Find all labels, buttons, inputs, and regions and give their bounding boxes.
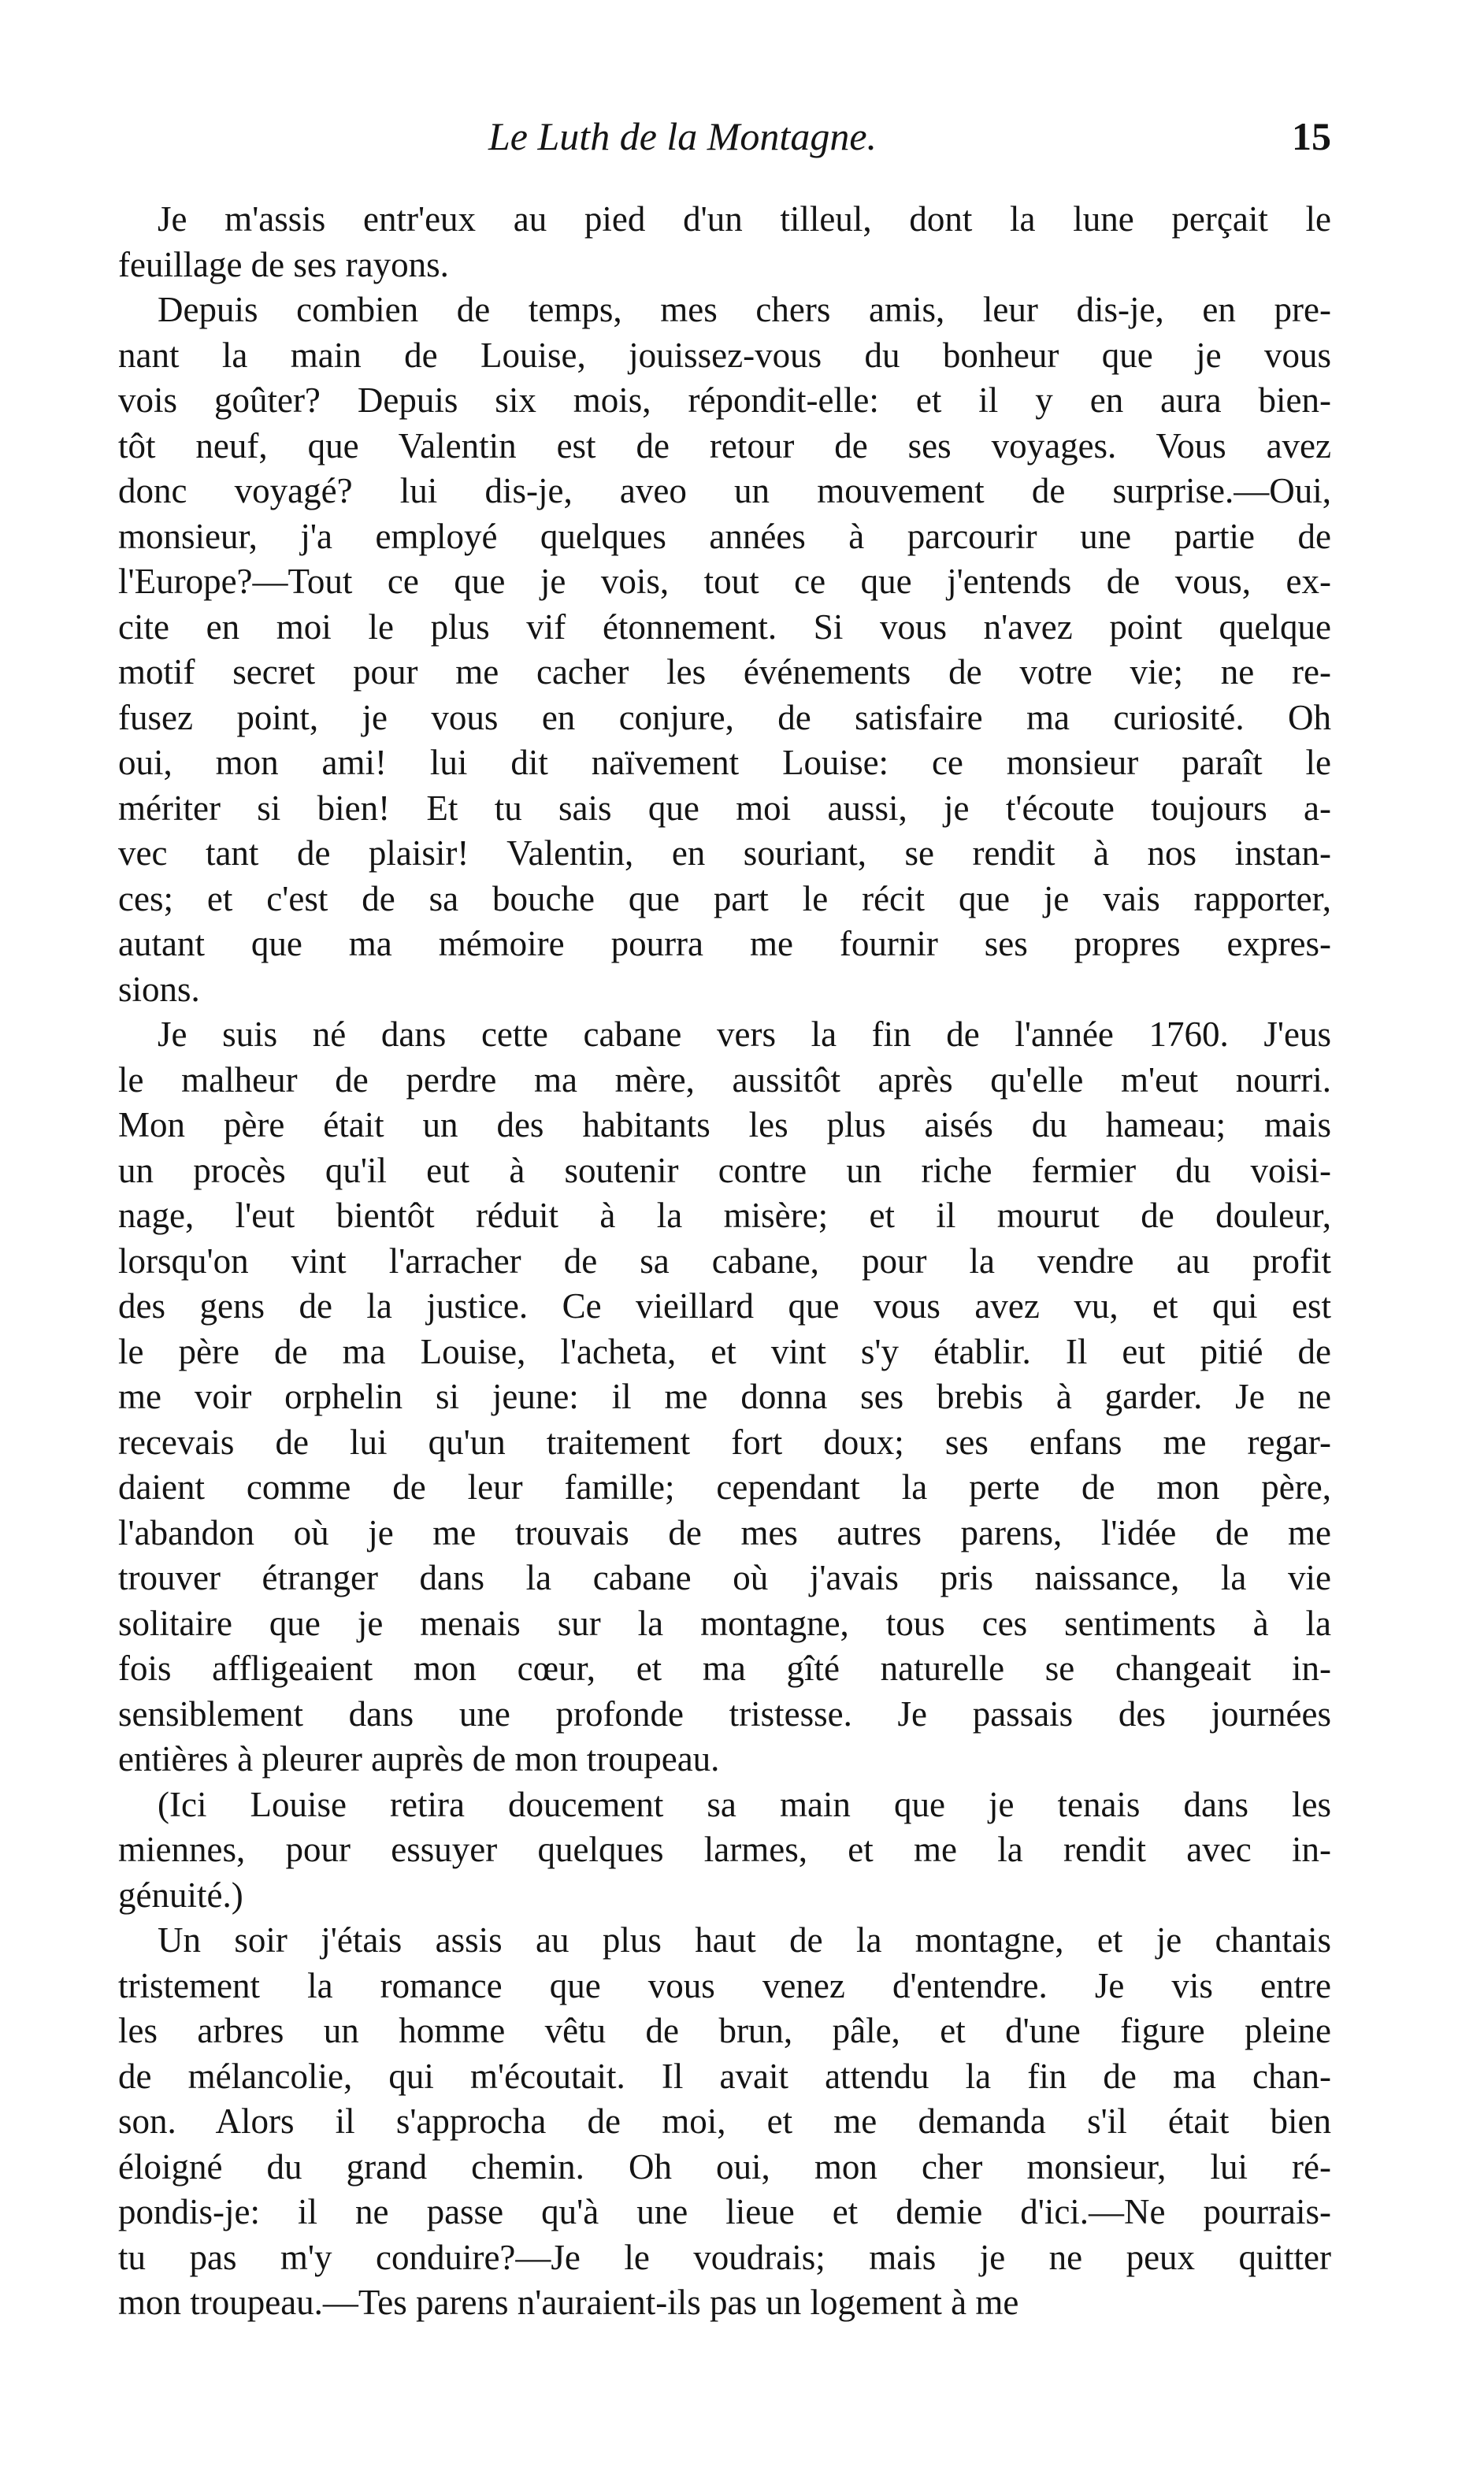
- text-line: de mélancolie, qui m'écoutait. Il avait attendu la fin de ma chan-: [118, 2056, 1331, 2096]
- text-line: des gens de la justice. Ce vieillard que vous avez vu, et qui est: [118, 1286, 1331, 1326]
- text-line: me voir orphelin si jeune: il me donna ses brebis à garder. Je ne: [118, 1377, 1331, 1416]
- text-line: oui, mon ami! lui dit naïvement Louise: ce monsieur paraît le: [118, 743, 1331, 782]
- text-line: recevais de lui qu'un traitement fort doux; ses enfans me regar-: [118, 1422, 1331, 1462]
- text-line: le père de ma Louise, l'acheta, et vint s'y établir. Il eut pitié de: [118, 1331, 1331, 1371]
- text-line: fois affligeaient mon cœur, et ma gîté naturelle se changeait in-: [118, 1649, 1331, 1688]
- text-line: l'abandon où je me trouvais de mes autres parens, l'idée de me: [118, 1512, 1331, 1552]
- text-line: mériter si bien! Et tu sais que moi aussi, je t'écoute toujours a-: [118, 788, 1331, 828]
- text-line: l'Europe?—Tout ce que je vois, tout ce que j'entends de vous, ex-: [118, 562, 1331, 601]
- text-line: feuillage de ses rayons.: [118, 244, 449, 284]
- text-line: lorsqu'on vint l'arracher de sa cabane, pour la vendre au profit: [118, 1241, 1331, 1281]
- page-number: 15: [1292, 114, 1331, 158]
- paragraph: [118, 1918, 1331, 2326]
- body-text: [118, 197, 1331, 2326]
- text-line: les arbres un homme vêtu de brun, pâle, et d'une figure pleine: [118, 2011, 1331, 2050]
- text-line: tôt neuf, que Valentin est de retour de ses voyages. Vous avez: [118, 425, 1331, 466]
- text-line: un procès qu'il eut à soutenir contre un riche fermier du voisi-: [118, 1150, 1331, 1190]
- text-line: tristement la romance que vous venez d'entendre. Je vis entre: [118, 1965, 1331, 2005]
- paragraph: [118, 1782, 1331, 1919]
- text-line: (Ici Louise retira doucement sa main que je tenais dans les: [158, 1784, 1331, 1824]
- text-line: nant la main de Louise, jouissez-vous du bonheur que je vous: [118, 335, 1331, 375]
- text-line: tu pas m'y conduire?—Je le voudrais; mais je ne peux quitter: [118, 2237, 1331, 2277]
- text-line: donc voyagé? lui dis-je, aveo un mouvement de surprise.—Oui,: [118, 471, 1331, 510]
- text-line: Un soir j'étais assis au plus haut de la montagne, et je chantais: [158, 1920, 1331, 1960]
- text-line: miennes, pour essuyer quelques larmes, et me la rendit avec in-: [118, 1830, 1331, 1869]
- text-line: Depuis combien de temps, mes chers amis, leur dis-je, en pre-: [158, 290, 1331, 329]
- text-line: sions.: [118, 969, 200, 1009]
- text-line: cite en moi le plus vif étonnement. Si vous n'avez point quelque: [118, 606, 1331, 647]
- text-line: solitaire que je menais sur la montagne, tous ces sentiments à la: [118, 1603, 1331, 1643]
- text-line: trouver étranger dans la cabane où j'avais pris naissance, la vie: [118, 1558, 1331, 1597]
- text-line: motif secret pour me cacher les événements de votre vie; ne re-: [118, 652, 1331, 692]
- text-line: entières à pleurer auprès de mon troupeau.: [118, 1739, 720, 1779]
- text-line: nage, l'eut bientôt réduit à la misère; et il mourut de douleur,: [118, 1196, 1331, 1235]
- text-line: éloigné du grand chemin. Oh oui, mon cher monsieur, lui ré-: [118, 2146, 1331, 2187]
- text-line: son. Alors il s'approcha de moi, et me demanda s'il était bien: [118, 2101, 1331, 2141]
- text-line: vois goûter? Depuis six mois, répondit-elle: et il y en aura bien-: [118, 380, 1331, 420]
- paragraph: [118, 197, 1331, 287]
- paragraph: [118, 287, 1331, 1012]
- text-line: pondis-je: il ne passe qu'à une lieue et demie d'ici.—Ne pourrais-: [118, 2192, 1331, 2231]
- text-line: sensiblement dans une profonde tristesse. Je passais des journées: [118, 1693, 1331, 1734]
- text-line: Je suis né dans cette cabane vers la fin de l'année 1760. J'eus: [158, 1015, 1331, 1054]
- text-line: ces; et c'est de sa bouche que part le récit que je vais rapporter,: [118, 878, 1331, 918]
- text-line: le malheur de perdre ma mère, aussitôt après qu'elle m'eut nourri.: [118, 1059, 1331, 1100]
- text-line: génuité.): [118, 1875, 243, 1915]
- text-line: Mon père était un des habitants les plus aisés du hameau; mais: [118, 1105, 1331, 1144]
- text-line: vec tant de plaisir! Valentin, en souriant, se rendit à nos instan-: [118, 833, 1331, 873]
- text-line: monsieur, j'a employé quelques années à parcourir une partie de: [118, 516, 1331, 556]
- running-title: Le Luth de la Montagne.: [488, 114, 877, 158]
- text-line: mon troupeau.—Tes parens n'auraient-ils pas un logement à me: [118, 2283, 1019, 2322]
- text-line: fusez point, je vous en conjure, de satisfaire ma curiosité. Oh: [118, 697, 1331, 737]
- text-line: autant que ma mémoire pourra me fournir ses propres expres-: [118, 924, 1331, 963]
- text-line: Je m'assis entr'eux au pied d'un tilleul, dont la lune perçait le: [158, 199, 1331, 239]
- paragraph: [118, 1012, 1331, 1782]
- text-line: daient comme de leur famille; cependant la perte de mon père,: [118, 1467, 1331, 1507]
- running-head: [118, 109, 1331, 164]
